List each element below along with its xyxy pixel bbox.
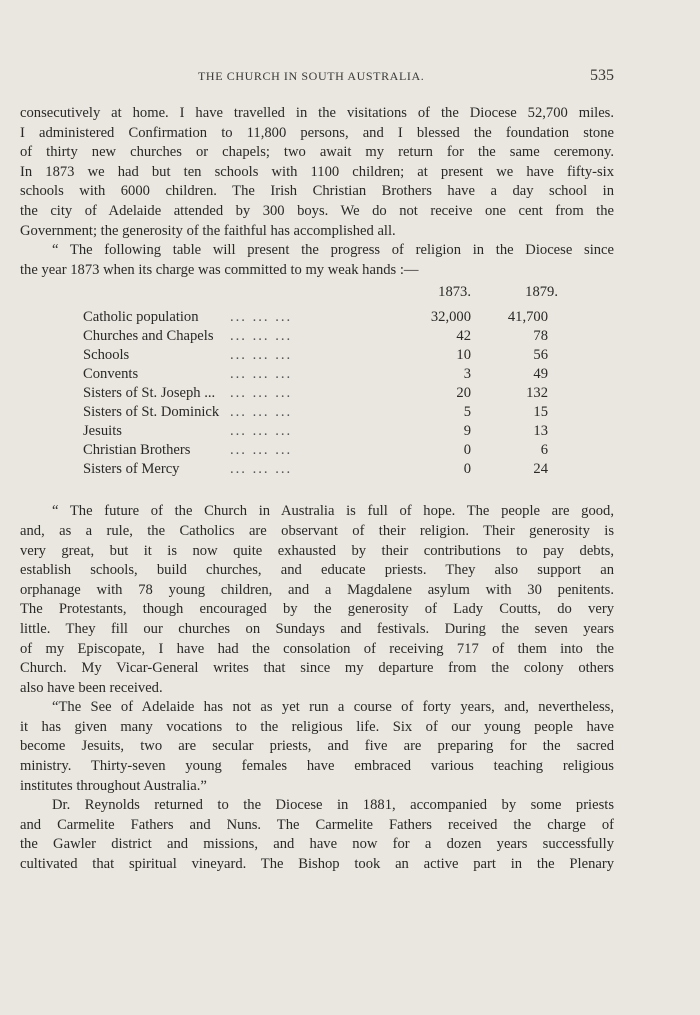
table-header (20, 284, 614, 308)
text-line: it has given many vocations to the religious life. Six of our young people have (20, 718, 614, 735)
text-line: Government; the generosity of the faithful has accomplished all. (20, 222, 396, 239)
value-1879: 15 (533, 404, 548, 421)
text-line: cultivated that spiritual vineyard. The Bishop took an active part in the Plenary (20, 856, 614, 873)
value-1873: 0 (463, 442, 471, 459)
text-line: little. They fill our churches on Sundays and festivals. During the seven years (20, 620, 614, 637)
paragraph-table-intro (20, 241, 614, 280)
value-1879: 41,700 (507, 309, 548, 326)
value-1873: 5 (463, 404, 471, 421)
dot-leader: ... ... ... (230, 404, 293, 421)
value-1879: 56 (533, 347, 548, 364)
row-label: Jesuits (83, 423, 122, 440)
dot-leader: ... ... ... (230, 423, 293, 440)
text-line: become Jesuits, two are secular priests, and five are preparing for the sacred (20, 738, 614, 755)
dot-leader: ... ... ... (230, 385, 293, 402)
text-line: schools with 6000 children. The Irish Christian Brothers have a day school in (20, 183, 614, 200)
text-line: institutes throughout Australia.” (20, 777, 207, 794)
table-row (20, 441, 614, 460)
dot-leader: ... ... ... (230, 442, 293, 459)
column-header-1879: 1879. (525, 284, 558, 301)
value-1873: 10 (456, 347, 471, 364)
column-header-1873: 1873. (438, 284, 471, 301)
row-label: Churches and Chapels (83, 328, 214, 345)
running-head (0, 69, 700, 89)
page-number: 535 (590, 67, 614, 84)
text-line: orphanage with 78 young children, and a Magdalene asylum with 30 penitents. (20, 581, 614, 598)
text-line: “ The following table will present the progress of religion in the Diocese since (52, 242, 614, 259)
table-row (20, 308, 614, 327)
value-1873: 9 (463, 423, 471, 440)
value-1873: 0 (463, 461, 471, 478)
text-line: The Protestants, though encouraged by the generosity of Lady Coutts, do very (20, 601, 614, 618)
text-line: very great, but it is now quite exhausted by their contributions to pay debts, (20, 542, 614, 559)
value-1873: 32,000 (430, 309, 471, 326)
table-row (20, 327, 614, 346)
text-line: ministry. Thirty-seven young females have embraced various teaching religious (20, 758, 614, 775)
value-1879: 49 (533, 366, 548, 383)
text-line: Church. My Vicar-General writes that since my departure from the colony others (20, 660, 614, 677)
row-label: Convents (83, 366, 139, 383)
dot-leader: ... ... ... (230, 309, 293, 326)
table-row (20, 460, 614, 479)
dot-leader: ... ... ... (230, 328, 293, 345)
body-text (20, 104, 614, 875)
row-label: Sisters of St. Joseph ... (83, 385, 216, 402)
paragraph-dr-reynolds (20, 796, 614, 874)
text-line: of my Episcopate, I have had the consolation of receiving 717 of them into the (20, 640, 614, 657)
value-1879: 24 (533, 461, 548, 478)
running-title: THE CHURCH IN SOUTH AUSTRALIA. (198, 69, 425, 83)
text-line: I administered Confirmation to 11,800 persons, and I blessed the foundation stone (20, 124, 614, 141)
dot-leader: ... ... ... (230, 347, 293, 364)
table-row (20, 346, 614, 365)
text-line: and Carmelite Fathers and Nuns. The Carmelite Fathers received the charge of (20, 816, 614, 833)
table-row (20, 384, 614, 403)
text-line: consecutively at home. I have travelled in the visitations of the Diocese 52,700 miles. (20, 105, 614, 121)
table-row (20, 422, 614, 441)
text-line: Dr. Reynolds returned to the Diocese in 1881, accompanied by some priests (52, 797, 614, 814)
progress-table (20, 284, 614, 492)
paragraph-continuation (20, 104, 614, 241)
row-label: Catholic population (83, 309, 199, 326)
text-line: “ The future of the Church in Australia is full of hope. The people are good, (52, 503, 614, 520)
value-1879: 132 (526, 385, 548, 402)
table-row (20, 365, 614, 384)
text-line: also have been received. (20, 679, 163, 696)
row-label: Christian Brothers (83, 442, 191, 459)
value-1879: 6 (540, 442, 548, 459)
text-line: and, as a rule, the Catholics are observant of their religion. Their generosity is (20, 522, 614, 539)
row-label: Sisters of Mercy (83, 461, 180, 478)
text-line: of thirty new churches or chapels; two await my return for the same ceremony. (20, 144, 614, 161)
value-1873: 3 (463, 366, 471, 383)
text-line: the Gawler district and missions, and have now for a dozen years successfully (20, 836, 614, 853)
table-row (20, 403, 614, 422)
value-1873: 42 (456, 328, 471, 345)
text-line: the city of Adelaide attended by 300 boys. We do not receive one cent from the (20, 202, 614, 219)
text-line: In 1873 we had but ten schools with 1100 children; at present we have fifty-six (20, 163, 614, 180)
paragraph-see-of-adelaide (20, 698, 614, 796)
row-label: Sisters of St. Dominick (83, 404, 220, 421)
value-1879: 13 (533, 423, 548, 440)
dot-leader: ... ... ... (230, 461, 293, 478)
text-line: “The See of Adelaide has not as yet run a course of forty years, and, nevertheless, (52, 699, 614, 716)
text-line: establish schools, build churches, and educate priests. They also support an (20, 562, 614, 579)
row-label: Schools (83, 347, 130, 364)
value-1879: 78 (533, 328, 548, 345)
paragraph-future-of-church (20, 502, 614, 698)
text-line: the year 1873 when its charge was committed to my weak hands :— (20, 261, 419, 278)
value-1873: 20 (456, 385, 471, 402)
dot-leader: ... ... ... (230, 366, 293, 383)
